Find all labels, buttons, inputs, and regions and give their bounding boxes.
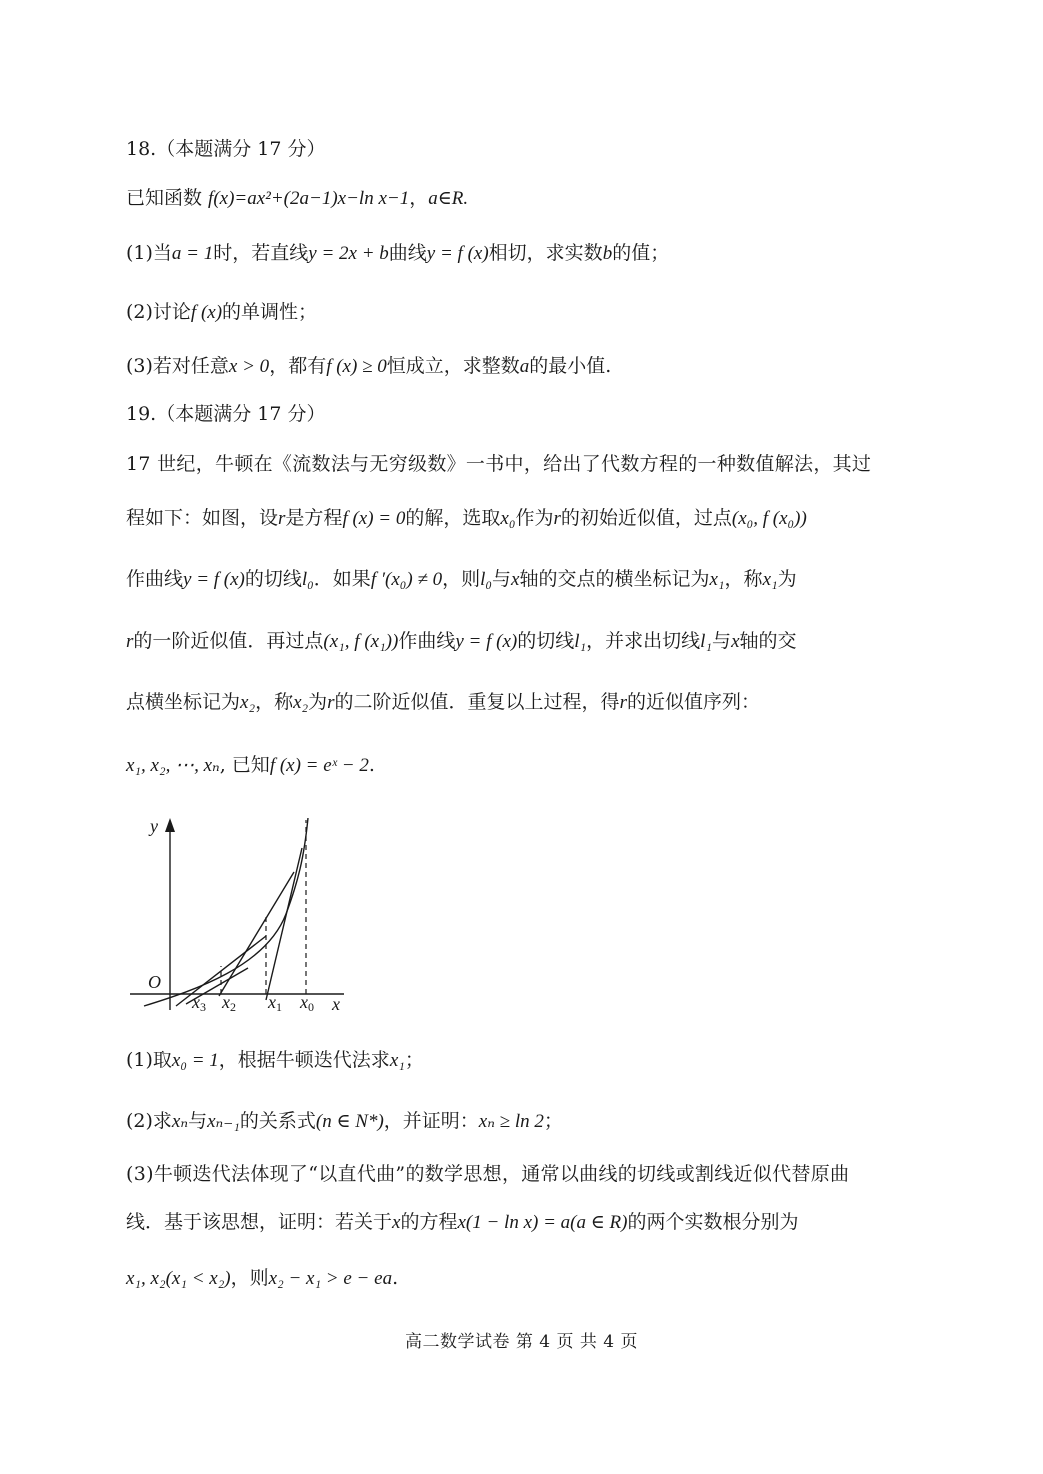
q19-line5: 点横坐标记为x₂，称x₂为r的二阶近似值．重复以上过程，得r的近似值序列： — [126, 691, 760, 713]
q19-line2: 程如下：如图，设r是方程f (x) = 0的解，选取x₀作为r的初始近似值，过点(x₀, f (x₀)) — [126, 507, 807, 529]
x1-label: x1 — [268, 992, 282, 1014]
newton-method-figure — [126, 818, 356, 1018]
q19-part3-line2: 线．基于该思想，证明：若关于x的方程x(1 − ln x) = a(a ∈ R)的两个实数根分别为 — [126, 1211, 799, 1233]
q18-part1: (1)当a = 1时，若直线y = 2x + b曲线y = f (x)相切，求实数b的值； — [126, 242, 670, 264]
y-axis-arrow — [165, 818, 175, 832]
q19-line3: 作曲线y = f (x)的切线l₀．如果f ′(x₀) ≠ 0，则l₀与x轴的交点的横坐标记为x₁，称x₁为 — [126, 568, 797, 590]
q18-header: 18.（本题满分 17 分） — [126, 138, 326, 160]
q19-part3-line1: (3)牛顿迭代法体现了“以直代曲”的数学思想，通常以曲线的切线或割线近似代替原曲 — [126, 1163, 850, 1185]
tangent-l1 — [219, 872, 294, 996]
q18-intro: 已知函数 f(x)=ax²+(2a−1)x−ln x−1，a∈R. — [126, 187, 469, 209]
x2-label: x2 — [222, 992, 236, 1014]
x3-label: x3 — [192, 992, 206, 1014]
q19-line1: 17 世纪，牛顿在《流数法与无穷级数》一书中，给出了代数方程的一种数值解法，其过 — [126, 453, 872, 475]
q18-part3: (3)若对任意x > 0，都有f (x) ≥ 0恒成立，求整数a的最小值. — [126, 355, 612, 377]
q19-part2: (2)求xₙ与xₙ₋₁的关系式(n ∈ N*)，并证明：xₙ ≥ ln 2； — [126, 1110, 563, 1132]
q19-line6: x₁, x₂, ⋯, xₙ, 已知f (x) = eˣ − 2. — [126, 754, 375, 776]
curve-y-fx — [144, 818, 308, 1006]
x0-label: x0 — [300, 992, 314, 1014]
y-axis-label: y — [150, 818, 158, 836]
tangent-l0 — [266, 848, 302, 1000]
q18-part2: (2)讨论f (x)的单调性； — [126, 301, 318, 323]
q19-line4: r的一阶近似值．再过点(x₁, f (x₁))作曲线y = f (x)的切线l₁，并求出切线l₁与x轴的交 — [126, 630, 797, 652]
q19-part3-line3: x₁, x₂(x₁ < x₂)，则x₂ − x₁ > e − ea. — [126, 1267, 399, 1289]
q19-header: 19.（本题满分 17 分） — [126, 403, 326, 425]
q19-part1: (1)取x₀ = 1，根据牛顿迭代法求x₁； — [126, 1049, 424, 1071]
x-axis-label: x — [332, 994, 340, 1014]
origin-label: O — [148, 972, 161, 992]
page-footer: 高二数学试卷 第 4 页 共 4 页 — [404, 1332, 639, 1352]
